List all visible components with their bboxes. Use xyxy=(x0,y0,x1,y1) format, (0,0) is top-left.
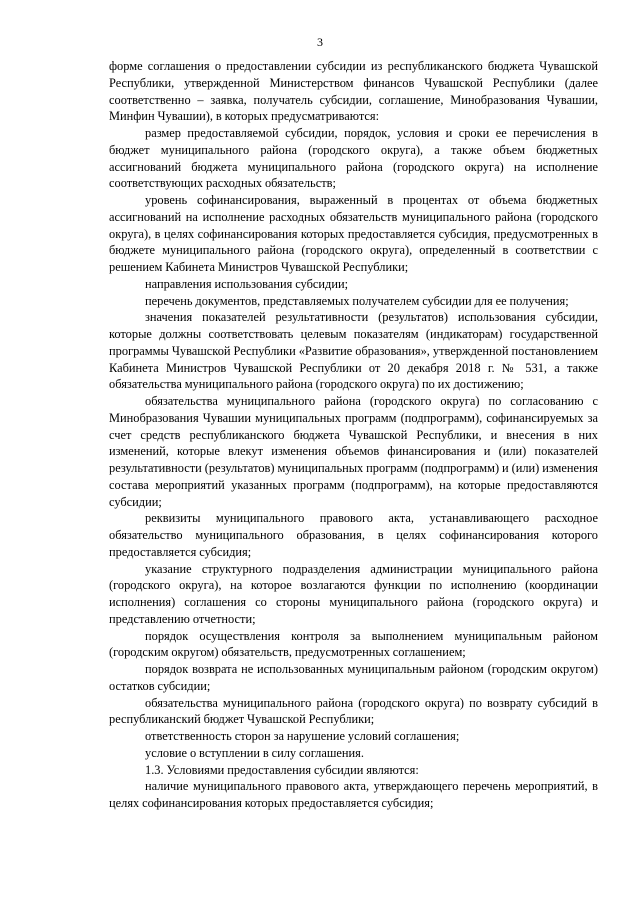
paragraph: наличие муниципального правового акта, утверждающего перечень мероприятий, в целях софинансирования которых предоставляется субсидия; xyxy=(109,779,598,810)
paragraph: порядок возврата не использованных муниципальным районом (городским округом) остатков субсидии; xyxy=(109,662,598,693)
paragraph: условие о вступлении в силу соглашения. xyxy=(145,745,364,760)
paragraph: обязательства муниципального района (городского округа) по согласованию с Минобразования Чувашии муниципальных программ (подпрограмм), софинансируемых за счет средств республиканского бюджета Чувашской Республики, и внесения в них изменений, которые влекут изменения объемов финансирования и (или) показателей результативности (результатов) муниципальных программ (подпрограмм) и (или) изменения состава мероприятий указанных программ (подпрограмм), на которые предоставляются субсидии; xyxy=(109,394,598,509)
paragraph: реквизиты муниципального правового акта, устанавливающего расходное обязательство муниципального образования, в целях софинансирования которого предоставляется субсидия; xyxy=(109,511,598,559)
paragraph: ответственность сторон за нарушение условий соглашения; xyxy=(145,729,460,743)
paragraph: форме соглашения о предоставлении субсидии из республиканского бюджета Чувашской Республики, утвержденной Министерством финансов Чувашской Республики (далее соответственно – заявка, получатель субсидии, соглашение, Минобразования Чувашии, Минфин Чувашии), в которых предусматриваются: xyxy=(109,59,598,124)
paragraph: направления использования субсидии; xyxy=(145,276,349,291)
paragraph: указание структурного подразделения администрации муниципального района (городского округа), на которое возлагаются функции по исполнению (координации исполнения) соглашения со стороны муниципального района (городского округа) и представлению отчетности; xyxy=(109,561,598,626)
paragraph: размер предоставляемой субсидии, порядок, условия и сроки ее перечисления в бюджет муниципального района (городского округа), а также объем бюджетных ассигнований бюджета муниципального района (городского округа) на исполнение соответствующих расходных обязательств; xyxy=(109,126,598,191)
paragraph: уровень софинансирования, выраженный в процентах от объема бюджетных ассигнований на исполнение расходных обязательств муниципального района (городского округа), в целях софинансирования которых предоставляется субсидия, предусмотренных в бюджете муниципального района (городского округа), определенный в соответствии с решением Кабинета Министров Чувашской Республики; xyxy=(109,193,598,274)
paragraph: значения показателей результативности (результатов) использования субсидии, которые должны соответствовать целевым показателям (индикаторам) государственной программы Чувашской Республики «Развитие образования», утвержденной постановлением Кабинета Министров Чувашской Республики от 20 декабря 2018 г. № 531, а также обязательства муниципального района (городского округа) по их достижению; xyxy=(109,310,598,392)
document-body xyxy=(109,58,598,812)
paragraph: обязательства муниципального района (городского округа) по возврату субсидий в республиканский бюджет Чувашской Республики; xyxy=(109,695,598,727)
paragraph: порядок осуществления контроля за выполнением муниципальным районом (городским округом) обязательств, предусмотренных соглашением; xyxy=(109,628,598,660)
page-number: 3 xyxy=(317,35,323,49)
section-heading: 1.3. Условиями предоставления субсидии являются: xyxy=(145,762,419,777)
paragraph: перечень документов, представляемых получателем субсидии для ее получения; xyxy=(145,293,569,308)
